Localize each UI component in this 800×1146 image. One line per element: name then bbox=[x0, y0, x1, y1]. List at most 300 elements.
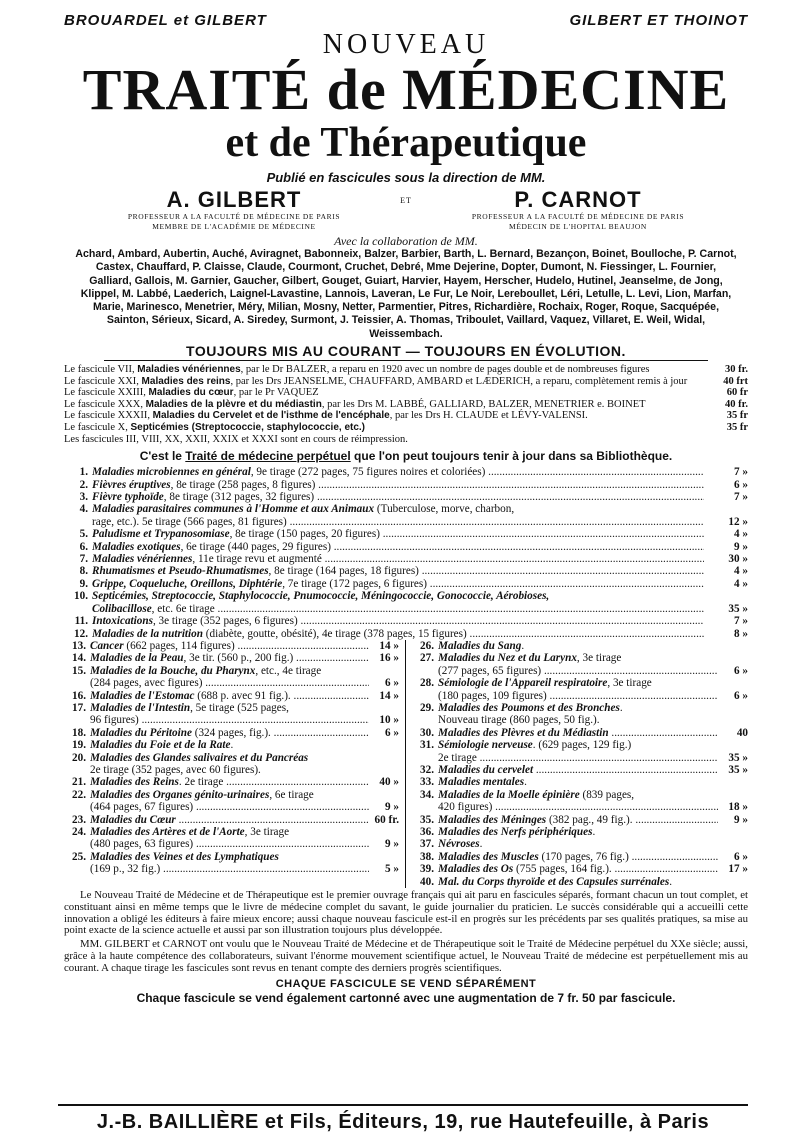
directors bbox=[64, 188, 748, 232]
director-left bbox=[84, 188, 384, 232]
list-item-number: 13. bbox=[72, 639, 86, 652]
list-item-title: Septicémies, Streptococcie, Staphylococcie, Pnumococcie, Méningococcie, Gonococcie, Aérobioses, bbox=[92, 590, 550, 603]
list-item-text: Maladies des Reins. 2e tirage ..... bbox=[90, 776, 369, 788]
list-item-price bbox=[369, 739, 399, 751]
list-item-text: Mal. du Corps thyroïde et des Capsules surrénales. bbox=[438, 875, 673, 888]
list-item-price: 18 » bbox=[728, 801, 748, 814]
list-item bbox=[412, 851, 748, 863]
list-item bbox=[64, 640, 399, 652]
list-item-title: Maladies de la nutrition bbox=[92, 627, 203, 640]
list-item-title: Rhumatismes et Pseudo-Rhumatismes bbox=[92, 565, 269, 578]
list-item-text: Maladies de l'Intestin, 5e tirage (525 pages, bbox=[90, 701, 289, 714]
list-item-number bbox=[412, 801, 438, 813]
list-item bbox=[64, 727, 399, 739]
list-item-text bbox=[90, 752, 369, 764]
list-item-price: 6 » bbox=[734, 478, 748, 491]
list-item bbox=[64, 528, 748, 540]
list-item-price: 10 » bbox=[379, 714, 399, 727]
list-item-number bbox=[64, 603, 92, 615]
list-item-text: Cancer (662 pages, 114 figures) ..... bbox=[90, 640, 369, 652]
list-item-title: Maladies du Péritoine bbox=[90, 726, 192, 739]
fascicule-note-text: Le fascicule XXI, Maladies des reins, par les Drs JEANSELME, CHAUFFARD, AMBARD et LÆDERICH, a reparu, complètement remis à jour bbox=[64, 375, 688, 387]
list-item-title: Maladies de l'Intestin bbox=[90, 701, 191, 714]
list-item bbox=[64, 603, 748, 615]
list-item-number: 37. bbox=[420, 838, 434, 851]
list-item-title: Maladies des Organes génito-urinaires bbox=[90, 788, 270, 801]
list-item-title: Mal. du Corps thyroïde et des Capsules surrénales bbox=[438, 875, 670, 888]
authors-left: BROUARDEL et GILBERT bbox=[64, 12, 267, 29]
list-item bbox=[64, 851, 399, 863]
list-item-number: 21. bbox=[72, 776, 86, 789]
list-item-number: 12. bbox=[74, 627, 88, 640]
list-item-number: 5. bbox=[79, 528, 88, 541]
list-item bbox=[64, 503, 748, 515]
list-item-price bbox=[369, 665, 399, 677]
perpetuel-link: Traité de médecine perpétuel bbox=[185, 449, 351, 464]
perpetuel-line bbox=[64, 448, 748, 464]
list-item-text: 96 figures) ..... bbox=[90, 714, 369, 726]
list-item-title: Maladies du Foie et de la Rate bbox=[90, 739, 231, 752]
fascicule-note-price: 40 fr. bbox=[725, 398, 748, 410]
director-left-name: A. GILBERT bbox=[166, 187, 302, 212]
collaboration-line: Avec la collaboration de MM. bbox=[334, 234, 478, 248]
list-item-text: Maladies exotiques, 6e tirage (440 pages, 29 figures) ..... bbox=[92, 541, 704, 553]
list-item-text bbox=[90, 814, 369, 826]
list-item bbox=[412, 714, 748, 726]
list-item-text: Maladies vénériennes, 11e tirage revu et augmenté ..... bbox=[92, 553, 704, 565]
list-item-price bbox=[718, 838, 748, 850]
list-item-number: 29. bbox=[420, 701, 434, 714]
list-item-number: 24. bbox=[72, 826, 86, 839]
list-item-title: Maladies des Méninges bbox=[438, 813, 547, 826]
list-item-text: Sémiologie de l'Appareil respiratoire, 3e tirage bbox=[438, 677, 652, 690]
list-item-text bbox=[438, 727, 718, 739]
perpetuel-post: que l'on peut toujours tenir à jour dans sa Bibliothèque. bbox=[350, 449, 673, 464]
list-item-text: Maladies du Foie et de la Rate. bbox=[90, 739, 234, 752]
list-item-title: Maladies du Sang bbox=[438, 639, 522, 652]
list-item-text: Maladies des Méninges (382 pag., 49 fig.). ..... bbox=[438, 814, 718, 826]
list-item bbox=[64, 590, 748, 602]
list-item-number: 19. bbox=[72, 739, 86, 752]
list-item bbox=[64, 652, 399, 664]
list-item bbox=[412, 764, 748, 776]
list-item-number: 15. bbox=[72, 664, 86, 677]
main-title: TRAITÉ de MÉDECINE bbox=[82, 57, 730, 122]
list-item-price bbox=[718, 640, 748, 652]
list-item bbox=[64, 764, 399, 776]
list-item-number bbox=[64, 838, 90, 850]
list-item bbox=[64, 838, 399, 850]
list-item-text: Paludisme et Trypanosomiase, 8e tirage (150 pages, 20 figures) ..... bbox=[92, 528, 704, 540]
list-item-price: 4 » bbox=[734, 565, 748, 578]
list-item-title: Maladies de la Peau bbox=[90, 652, 184, 665]
list-item-number: 3. bbox=[79, 491, 88, 504]
director-left-title1: PROFESSEUR A LA FACULTÉ DE MÉDECINE DE PARIS bbox=[127, 212, 341, 221]
list-item-text: Maladies du Nez et du Larynx, 3e tirage bbox=[438, 652, 622, 665]
list-item-price: 35 » bbox=[728, 763, 748, 776]
list-item bbox=[64, 826, 399, 838]
list-item bbox=[412, 677, 748, 689]
list-item bbox=[64, 628, 748, 640]
list-item-number: 16. bbox=[72, 689, 86, 702]
fascicule-note-price: 35 fr bbox=[726, 422, 748, 434]
list-item-number: 6. bbox=[79, 540, 88, 553]
list-item-price bbox=[718, 714, 748, 726]
list-item-price: 35 » bbox=[728, 602, 748, 615]
director-right-name: P. CARNOT bbox=[514, 187, 642, 212]
list-item-text: Maladies de la Peau, 3e tir. (560 p., 200 fig.) ..... bbox=[90, 652, 369, 664]
list-item bbox=[64, 789, 399, 801]
description-paragraph: Le Nouveau Traité de Médecine et de Thérapeutique est le premier ouvrage français qui ait paru en fascicules séparés, formant chacun un tout complet, et constituant ainsi en même temps que le livre de médecine complet du savant, le guide journalier du praticien. Le succès considérable qui a accueilli cette innovation a obligé les éditeurs à faire mieux encore; aussi chaque nouveau fascicule est-il en progrès sur les précédents par ses qualités pratiques, sa mise au point exacte de la science actuelle et aussi par son illustration toujours plus développée. bbox=[64, 889, 748, 937]
list-item-price: 60 fr. bbox=[374, 813, 399, 826]
fascicule-notes bbox=[64, 364, 748, 445]
list-item-text: Maladies des Poumons et des Bronches. bbox=[438, 701, 623, 714]
list-item-number: 11. bbox=[74, 615, 88, 628]
list-item-price bbox=[718, 652, 748, 664]
list-item-title: Fièvres éruptives bbox=[92, 478, 171, 491]
fascicule-note-title: Maladies de la plèvre et du médiastin bbox=[145, 398, 322, 410]
list-item-number: 17. bbox=[72, 701, 86, 714]
list-item-number: 18. bbox=[72, 726, 86, 739]
fascicule-note-title: Maladies vénériennes bbox=[137, 364, 241, 376]
list-item bbox=[412, 801, 748, 813]
list-item-text bbox=[92, 590, 704, 602]
list-item-number: 9. bbox=[79, 577, 88, 590]
publisher-footer: J.-B. BAILLIÈRE et Fils, Éditeurs, 19, rue Hautefeuille, à Paris bbox=[58, 1104, 748, 1135]
list-item-text: (464 pages, 67 figures) ..... bbox=[90, 801, 369, 813]
list-item-price: 7 » bbox=[734, 615, 748, 628]
list-item-title: Maladies du cervelet bbox=[438, 763, 534, 776]
list-item bbox=[64, 615, 748, 627]
list-item-title: Sémiologie nerveuse bbox=[438, 739, 533, 752]
list-item bbox=[412, 727, 748, 739]
description-paragraph: MM. GILBERT et CARNOT ont voulu que le Nouveau Traité de Médecine et de Thérapeutique soit le Traité de Médecine perpétuel du XXe siècle; aussi, grâce à la haute compétence des collaborateurs, suivant l'énorme mouvement scientifique actuel, le Nouveau Traité de médecine est perpétuellement mis au courant. A chaque tirage les fascicules sont revus en tenant compte des derniers progrès scientifiques. bbox=[64, 938, 748, 974]
list-item-title: Maladies des Glandes salivaires et du Pancréas bbox=[90, 751, 309, 764]
list-item bbox=[64, 565, 748, 577]
list-item-number: 27. bbox=[420, 652, 434, 665]
list-item bbox=[64, 665, 399, 677]
list-item-title: Cancer bbox=[90, 639, 124, 652]
list-item-title: Maladies des Muscles bbox=[438, 850, 539, 863]
list-item-number: 26. bbox=[420, 639, 434, 652]
fascicule-note-text: Le fascicule VII, Maladies vénériennes, par le Dr BALZER, a reparu en 1920 avec un nombre de pages double et de nombreuses figures bbox=[64, 364, 650, 376]
list-item-number: 25. bbox=[72, 850, 86, 863]
list-item-text: 2e tirage (352 pages, avec 60 figures). bbox=[90, 763, 261, 776]
list-item bbox=[412, 752, 748, 764]
fascicule-note-price: 30 fr. bbox=[725, 364, 748, 376]
subtitle: et de Thérapeutique bbox=[225, 120, 587, 166]
list-item-title: Sémiologie de l'Appareil respiratoire bbox=[438, 677, 608, 690]
list-item-title: Maladies des Artères et de l'Aorte bbox=[90, 826, 245, 839]
list-item-number: 38. bbox=[420, 850, 434, 863]
list-item-number: 30. bbox=[420, 726, 434, 739]
list-item bbox=[412, 640, 748, 652]
list-item-price bbox=[369, 826, 399, 838]
list-item bbox=[64, 690, 399, 702]
list-item-number: 8. bbox=[79, 565, 88, 578]
list-item-text: Maladies de la Bouche, du Pharynx, etc., 4e tirage bbox=[90, 664, 322, 677]
list-item-title: Maladies microbiennes en général bbox=[92, 466, 251, 479]
list-item-number: 28. bbox=[420, 677, 434, 690]
fascicule-note-title: Maladies des reins bbox=[141, 375, 231, 387]
list-item-text: Colibacillose, etc. 6e tirage ..... bbox=[92, 603, 704, 615]
list-item bbox=[412, 826, 748, 838]
list-item bbox=[412, 876, 748, 888]
list-item-title: Maladies de la Moelle épinière bbox=[438, 788, 580, 801]
list-item bbox=[64, 516, 748, 528]
list-item-price bbox=[718, 776, 748, 788]
fascicule-note-text: Le fascicule XXXII, Maladies du Cervelet et de l'isthme de l'encéphale, par les Drs H. CLAUDE et LÉVY-VALENSI. bbox=[64, 410, 588, 422]
fascicule-note-text: Les fascicules III, VIII, XX, XXII, XXIX et XXXI sont en cours de réimpression. bbox=[64, 433, 408, 445]
list-item-number: 22. bbox=[72, 788, 86, 801]
list-item-text: 420 figures) ..... bbox=[438, 801, 718, 813]
list-item bbox=[64, 752, 399, 764]
list-item-text: 2e tirage ..... bbox=[438, 752, 718, 764]
list-item-price bbox=[718, 789, 748, 801]
list-item-price: 9 » bbox=[734, 540, 748, 553]
list-item bbox=[412, 739, 748, 751]
chaque-fascicule-heading: CHAQUE FASCICULE SE VEND SÉPARÉMENT bbox=[275, 977, 537, 990]
list-item-title: Maladies du Cœur bbox=[90, 813, 176, 826]
director-right-title1: PROFESSEUR A LA FACULTÉ DE MÉDECINE DE PARIS bbox=[471, 212, 685, 221]
list-item-number: 23. bbox=[72, 813, 86, 826]
list-item-price: 4 » bbox=[734, 528, 748, 541]
list-item bbox=[412, 863, 748, 875]
nouveau-heading: NOUVEAU bbox=[322, 29, 490, 60]
list-item-title: Maladies des Nerfs périphériques bbox=[438, 826, 593, 839]
list-item-number bbox=[412, 665, 438, 677]
list-item bbox=[64, 814, 399, 826]
list-item-price: 17 » bbox=[728, 863, 748, 876]
list-item bbox=[64, 801, 399, 813]
list-item-title: Névroses bbox=[438, 838, 480, 851]
description-paragraphs bbox=[64, 890, 748, 975]
list-item bbox=[64, 553, 748, 565]
list-item bbox=[64, 863, 399, 875]
list-item-price: 6 » bbox=[734, 664, 748, 677]
list-item-number bbox=[412, 752, 438, 764]
list-item bbox=[412, 652, 748, 664]
list-item bbox=[412, 690, 748, 702]
list-item-text: Maladies mentales. bbox=[438, 776, 527, 789]
fascicule-note bbox=[64, 399, 748, 411]
list-item-text: Sémiologie nerveuse. (629 pages, 129 fig.) bbox=[438, 739, 632, 752]
list-item-number: 36. bbox=[420, 826, 434, 839]
list-item-title: Maladies de l'Estomac bbox=[90, 689, 195, 702]
list-item-title: Maladies des Os bbox=[438, 863, 514, 876]
fascicule-note-price: 40 frt bbox=[723, 375, 748, 387]
list-item-text: (169 p., 32 fig.) ..... bbox=[90, 863, 369, 875]
list-item-text: Névroses. bbox=[438, 838, 483, 851]
list-item bbox=[64, 578, 748, 590]
list-item-text bbox=[438, 764, 718, 776]
list-item-number bbox=[64, 516, 92, 528]
list-item bbox=[412, 665, 748, 677]
list-item-number bbox=[64, 677, 90, 689]
list-item-text: Maladies des Os (755 pages, 164 fig.). ..... bbox=[438, 863, 718, 875]
fascicule-note bbox=[64, 422, 748, 434]
list-item-price bbox=[369, 764, 399, 776]
list-item-price: 6 » bbox=[734, 850, 748, 863]
list-item-text: Maladies microbiennes en général, 9e tirage (272 pages, 75 figures noires et coloriées) ..... bbox=[92, 466, 704, 478]
list-item-number: 34. bbox=[420, 788, 434, 801]
list-item-price: 9 » bbox=[385, 801, 399, 814]
list-item-number: 39. bbox=[420, 863, 434, 876]
list-item-title: Maladies des Reins bbox=[90, 776, 179, 789]
list-item-number: 40. bbox=[420, 875, 434, 888]
list-item-text: Rhumatismes et Pseudo-Rhumatismes, 8e tirage (164 pages, 18 figures) ..... bbox=[92, 565, 704, 577]
list-item-title: Maladies exotiques bbox=[92, 540, 181, 553]
list-item bbox=[64, 702, 399, 714]
list-item-text: Maladies parasitaires communes à l'Homme et aux Animaux (Tuberculose, morve, charbon, bbox=[92, 503, 515, 516]
list-item-text: Maladies de l'Estomac (688 p. avec 91 fig.). ..... bbox=[90, 690, 369, 702]
fascicule-note-text: Le fascicule X, Septicémies (Streptococcie, staphylococcie, etc.) bbox=[64, 422, 365, 434]
list-item-price: 40 bbox=[736, 726, 748, 739]
list-item bbox=[412, 702, 748, 714]
list-item-number: 33. bbox=[420, 776, 434, 789]
list-item-number: 20. bbox=[72, 751, 86, 764]
list-item-price bbox=[369, 851, 399, 863]
authors-right: GILBERT ET THOINOT bbox=[569, 12, 748, 29]
list-item-price bbox=[718, 876, 748, 888]
list-item-text: Maladies des Nerfs périphériques. bbox=[438, 826, 596, 839]
list-item-price: 5 » bbox=[385, 863, 399, 876]
list-item-title: Maladies des Poumons et des Bronches bbox=[438, 701, 620, 714]
list-item-text: Intoxications, 3e tirage (352 pages, 6 figures) ..... bbox=[92, 615, 704, 627]
list-item-number bbox=[412, 714, 438, 726]
et-separator: ET bbox=[400, 196, 412, 205]
list-item bbox=[64, 541, 748, 553]
list-item-number: 2. bbox=[79, 478, 88, 491]
director-right bbox=[428, 188, 728, 232]
fascicule-list-columns bbox=[64, 640, 748, 888]
list-item-price: 6 » bbox=[385, 677, 399, 690]
list-item-text: Nouveau tirage (860 pages, 50 fig.). bbox=[438, 714, 600, 727]
list-item-price: 6 » bbox=[734, 689, 748, 702]
list-item bbox=[412, 838, 748, 850]
fascicule-note bbox=[64, 410, 748, 422]
list-item-price bbox=[718, 677, 748, 689]
list-item-price: 6 » bbox=[385, 726, 399, 739]
list-item-text: (480 pages, 63 figures) ..... bbox=[90, 838, 369, 850]
list-item bbox=[412, 776, 748, 788]
list-item-title: Maladies des Plèvres et du Médiastin bbox=[438, 726, 609, 739]
fascicule-note bbox=[64, 364, 748, 376]
list-item-price bbox=[718, 739, 748, 751]
list-item-number bbox=[64, 764, 90, 776]
list-item-number: 14. bbox=[72, 652, 86, 665]
list-item-price: 12 » bbox=[728, 515, 748, 528]
list-item-price bbox=[369, 702, 399, 714]
list-item-title: Maladies vénériennes bbox=[92, 553, 193, 566]
fascicule-note-price: 35 fr bbox=[726, 410, 748, 422]
fascicule-note bbox=[64, 376, 748, 388]
fascicule-note bbox=[64, 434, 748, 446]
authors-header bbox=[64, 12, 748, 30]
list-item-price bbox=[704, 590, 748, 602]
list-item-title: Maladies mentales bbox=[438, 776, 525, 789]
list-item-text: Maladies des Muscles (170 pages, 76 fig.) ..... bbox=[438, 851, 718, 863]
list-item bbox=[64, 739, 399, 751]
fascicule-note-price: 60 fr bbox=[726, 387, 748, 399]
list-item bbox=[64, 479, 748, 491]
list-item-price bbox=[718, 702, 748, 714]
fascicule-note-title: Septicémies (Streptococcie, staphylococcie, etc.) bbox=[130, 422, 365, 434]
list-item-number: 35. bbox=[420, 813, 434, 826]
list-item-text: rage, etc.). 5e tirage (566 pages, 81 figures) ..... bbox=[92, 516, 704, 528]
list-item-title: Fièvre typhoïde bbox=[92, 491, 164, 504]
list-item-price: 16 » bbox=[379, 652, 399, 665]
list-item-price: 14 » bbox=[379, 689, 399, 702]
list-item-price bbox=[369, 789, 399, 801]
list-item-price bbox=[704, 503, 748, 515]
list-item-title: Intoxications bbox=[92, 615, 153, 628]
fascicule-list-right bbox=[406, 640, 748, 888]
publie-line: Publié en fascicules sous la direction de MM. bbox=[266, 170, 546, 185]
fascicule-note-text: Le fascicule XXIII, Maladies du cœur, par le Pr VAQUEZ bbox=[64, 387, 319, 399]
list-item-price: 8 » bbox=[734, 627, 748, 640]
list-item-number: 31. bbox=[420, 739, 434, 752]
list-item-price: 7 » bbox=[734, 491, 748, 504]
list-item-text: Maladies des Organes génito-urinaires, 6e tirage bbox=[90, 788, 314, 801]
chaque-fascicule-note: Chaque fascicule se vend également cartonné avec une augmentation de 7 fr. 50 par fascicule. bbox=[136, 990, 676, 1005]
fascicule-list-full bbox=[64, 466, 748, 640]
list-item-text: (284 pages, avec figures) ..... bbox=[90, 677, 369, 689]
list-item-number: 1. bbox=[79, 466, 88, 479]
list-item-text: Fièvres éruptives, 8e tirage (258 pages, 8 figures) ..... bbox=[92, 479, 704, 491]
list-item-price: 14 » bbox=[379, 639, 399, 652]
list-item-text: Maladies du Péritoine (324 pages, fig.). ..... bbox=[90, 727, 369, 739]
fascicule-note-title: Maladies du Cervelet et de l'isthme de l'encéphale bbox=[152, 410, 390, 422]
director-left-title2: MEMBRE DE L'ACADÉMIE DE MÉDECINE bbox=[152, 222, 316, 231]
list-item-text: Maladies de la Moelle épinière (839 pages, bbox=[438, 788, 635, 801]
list-item-text: Maladies de la nutrition (diabète, goutte, obésité), 4e tirage (378 pages, 15 figures) ..... bbox=[92, 628, 704, 640]
list-item-price bbox=[369, 752, 399, 764]
list-item-text: Maladies du Sang. bbox=[438, 639, 525, 652]
list-item-text: (180 pages, 109 figures) ..... bbox=[438, 690, 718, 702]
list-item-price: 35 » bbox=[728, 751, 748, 764]
list-item-price: 30 » bbox=[728, 553, 748, 566]
fascicule-note bbox=[64, 387, 748, 399]
perpetuel-pre: C'est le bbox=[139, 449, 186, 464]
list-item-number: 10. bbox=[74, 590, 88, 603]
list-item-number: 4. bbox=[79, 503, 88, 516]
list-item-text: Maladies des Artères et de l'Aorte, 3e tirage bbox=[90, 826, 290, 839]
list-item-number bbox=[64, 863, 90, 875]
list-item-price: 9 » bbox=[385, 838, 399, 851]
list-item bbox=[64, 776, 399, 788]
list-item-title: Maladies du Nez et du Larynx bbox=[438, 652, 577, 665]
list-item bbox=[412, 789, 748, 801]
list-item bbox=[412, 814, 748, 826]
list-item-text: Grippe, Coqueluche, Oreillons, Diphtérie, 7e tirage (172 pages, 6 figures) ..... bbox=[92, 578, 704, 590]
list-item-title: Maladies des Veines et des Lymphatiques bbox=[90, 850, 279, 863]
list-item-title: Grippe, Coqueluche, Oreillons, Diphtérie bbox=[92, 577, 283, 590]
list-item-price: 4 » bbox=[734, 577, 748, 590]
list-item-price: 7 » bbox=[734, 466, 748, 479]
list-item-number: 7. bbox=[79, 553, 88, 566]
list-item-title: Maladies parasitaires communes à l'Homme et aux Animaux bbox=[92, 503, 375, 516]
list-item-number bbox=[64, 714, 90, 726]
toujours-banner: TOUJOURS MIS AU COURANT — TOUJOURS EN ÉVOLUTION. bbox=[104, 343, 708, 361]
list-item-price: 9 » bbox=[734, 813, 748, 826]
list-item-number: 32. bbox=[420, 763, 434, 776]
list-item bbox=[64, 714, 399, 726]
list-item-number bbox=[412, 690, 438, 702]
list-item bbox=[64, 466, 748, 478]
list-item-text bbox=[90, 851, 369, 863]
list-item-text: Fièvre typhoïde, 8e tirage (312 pages, 32 figures) ..... bbox=[92, 491, 704, 503]
